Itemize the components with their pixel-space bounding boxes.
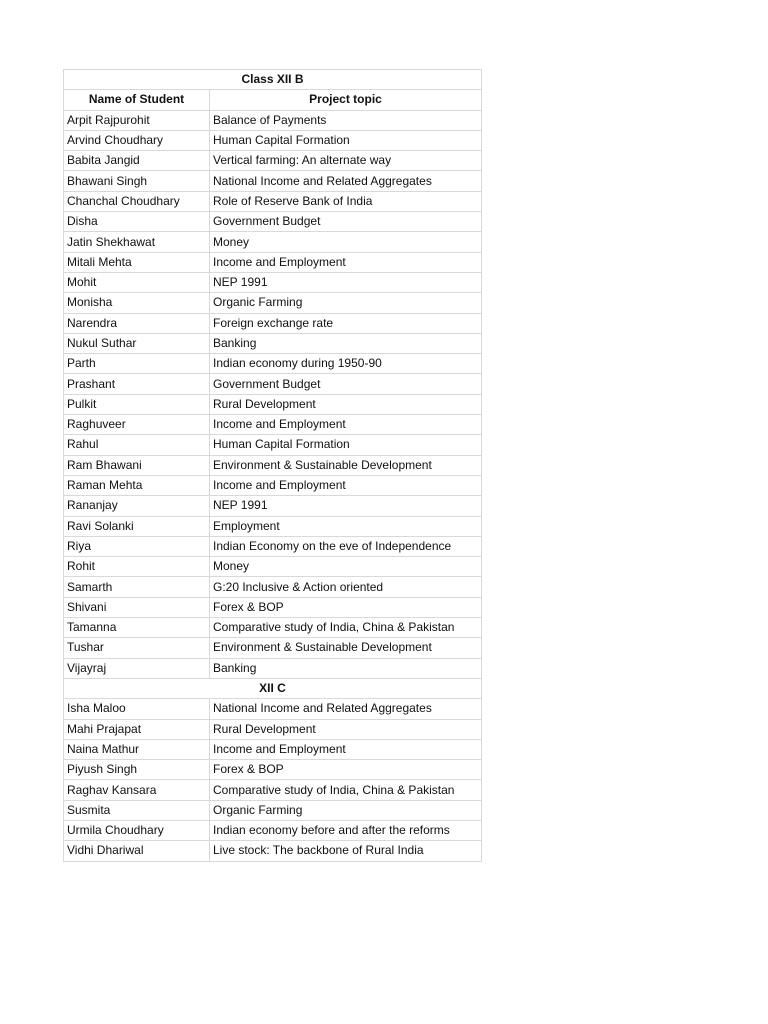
project-topic-cell: Live stock: The backbone of Rural India	[210, 841, 482, 861]
table-row	[64, 435, 482, 455]
table-row	[64, 130, 482, 150]
project-topic-cell: National Income and Related Aggregates	[210, 699, 482, 719]
table-row	[64, 739, 482, 759]
project-topic-cell: Organic Farming	[210, 293, 482, 313]
column-header-row	[64, 90, 482, 110]
project-topic-cell: NEP 1991	[210, 496, 482, 516]
student-name-cell: Nukul Suthar	[64, 333, 210, 353]
table-row	[64, 516, 482, 536]
student-name-cell: Urmila Choudhary	[64, 820, 210, 840]
project-topic-cell: Environment & Sustainable Development	[210, 455, 482, 475]
project-topic-cell: Income and Employment	[210, 415, 482, 435]
student-name-cell: Mahi Prajapat	[64, 719, 210, 739]
student-name-cell: Rohit	[64, 557, 210, 577]
student-name-cell: Vidhi Dhariwal	[64, 841, 210, 861]
student-name-cell: Chanchal Choudhary	[64, 191, 210, 211]
project-topic-cell: Indian economy before and after the reforms	[210, 820, 482, 840]
project-topics-sheet	[63, 69, 481, 862]
project-topic-cell: Money	[210, 557, 482, 577]
student-name-cell: Mohit	[64, 272, 210, 292]
student-name-cell: Isha Maloo	[64, 699, 210, 719]
project-topic-cell: Government Budget	[210, 212, 482, 232]
student-name-cell: Raman Mehta	[64, 475, 210, 495]
table-row	[64, 110, 482, 130]
student-name-cell: Mitali Mehta	[64, 252, 210, 272]
project-topic-cell: NEP 1991	[210, 272, 482, 292]
table-body	[64, 70, 482, 862]
project-topic-cell: National Income and Related Aggregates	[210, 171, 482, 191]
student-name-cell: Ravi Solanki	[64, 516, 210, 536]
student-name-cell: Raghuveer	[64, 415, 210, 435]
project-topic-cell: Income and Employment	[210, 252, 482, 272]
table-row	[64, 212, 482, 232]
student-name-cell: Rahul	[64, 435, 210, 455]
table-row	[64, 475, 482, 495]
project-topic-cell: Organic Farming	[210, 800, 482, 820]
project-topic-cell: Comparative study of India, China & Pakistan	[210, 780, 482, 800]
project-topic-cell: Money	[210, 232, 482, 252]
table-row	[64, 354, 482, 374]
section-title: Class XII B	[64, 70, 482, 90]
table-row	[64, 415, 482, 435]
table-row	[64, 232, 482, 252]
table-row	[64, 252, 482, 272]
student-name-cell: Jatin Shekhawat	[64, 232, 210, 252]
student-name-cell: Ram Bhawani	[64, 455, 210, 475]
project-topic-cell: Banking	[210, 333, 482, 353]
table-row	[64, 496, 482, 516]
project-topic-cell: Balance of Payments	[210, 110, 482, 130]
student-name-cell: Arpit Rajpurohit	[64, 110, 210, 130]
table-row	[64, 597, 482, 617]
student-name-cell: Tushar	[64, 638, 210, 658]
table-row	[64, 638, 482, 658]
project-topic-cell: Government Budget	[210, 374, 482, 394]
project-topic-cell: Forex & BOP	[210, 597, 482, 617]
table-row	[64, 293, 482, 313]
student-name-cell: Narendra	[64, 313, 210, 333]
student-name-cell: Shivani	[64, 597, 210, 617]
name-column-header: Name of Student	[64, 90, 210, 110]
table-row	[64, 841, 482, 861]
student-name-cell: Arvind Choudhary	[64, 130, 210, 150]
table-row	[64, 699, 482, 719]
student-name-cell: Pulkit	[64, 394, 210, 414]
project-topic-cell: Human Capital Formation	[210, 435, 482, 455]
project-topic-cell: Indian Economy on the eve of Independence	[210, 536, 482, 556]
table-row	[64, 577, 482, 597]
project-topic-cell: Employment	[210, 516, 482, 536]
table-row	[64, 618, 482, 638]
table-row	[64, 536, 482, 556]
project-topic-cell: Environment & Sustainable Development	[210, 638, 482, 658]
project-topic-cell: Rural Development	[210, 394, 482, 414]
table-row	[64, 820, 482, 840]
student-name-cell: Susmita	[64, 800, 210, 820]
project-topic-cell: Human Capital Formation	[210, 130, 482, 150]
project-topic-cell: Income and Employment	[210, 475, 482, 495]
student-name-cell: Vijayraj	[64, 658, 210, 678]
table-row	[64, 171, 482, 191]
student-name-cell: Piyush Singh	[64, 760, 210, 780]
project-topic-cell: Foreign exchange rate	[210, 313, 482, 333]
table-row	[64, 394, 482, 414]
project-topics-table	[63, 69, 482, 862]
table-row	[64, 151, 482, 171]
table-row	[64, 313, 482, 333]
student-name-cell: Rananjay	[64, 496, 210, 516]
table-row	[64, 780, 482, 800]
section-title-row	[64, 678, 482, 698]
student-name-cell: Riya	[64, 536, 210, 556]
student-name-cell: Naina Mathur	[64, 739, 210, 759]
table-row	[64, 333, 482, 353]
table-row	[64, 374, 482, 394]
table-row	[64, 719, 482, 739]
student-name-cell: Prashant	[64, 374, 210, 394]
table-row	[64, 557, 482, 577]
section-title: XII C	[64, 678, 482, 698]
table-row	[64, 658, 482, 678]
table-row	[64, 272, 482, 292]
student-name-cell: Parth	[64, 354, 210, 374]
section-title-row	[64, 70, 482, 90]
student-name-cell: Raghav Kansara	[64, 780, 210, 800]
project-topic-cell: Income and Employment	[210, 739, 482, 759]
student-name-cell: Babita Jangid	[64, 151, 210, 171]
student-name-cell: Tamanna	[64, 618, 210, 638]
table-row	[64, 191, 482, 211]
project-topic-cell: Forex & BOP	[210, 760, 482, 780]
project-topic-cell: Rural Development	[210, 719, 482, 739]
project-topic-cell: Vertical farming: An alternate way	[210, 151, 482, 171]
table-row	[64, 800, 482, 820]
student-name-cell: Disha	[64, 212, 210, 232]
project-topic-cell: G:20 Inclusive & Action oriented	[210, 577, 482, 597]
topic-column-header: Project topic	[210, 90, 482, 110]
table-row	[64, 760, 482, 780]
table-row	[64, 455, 482, 475]
project-topic-cell: Banking	[210, 658, 482, 678]
project-topic-cell: Role of Reserve Bank of India	[210, 191, 482, 211]
student-name-cell: Samarth	[64, 577, 210, 597]
student-name-cell: Bhawani Singh	[64, 171, 210, 191]
project-topic-cell: Comparative study of India, China & Pakistan	[210, 618, 482, 638]
project-topic-cell: Indian economy during 1950-90	[210, 354, 482, 374]
student-name-cell: Monisha	[64, 293, 210, 313]
